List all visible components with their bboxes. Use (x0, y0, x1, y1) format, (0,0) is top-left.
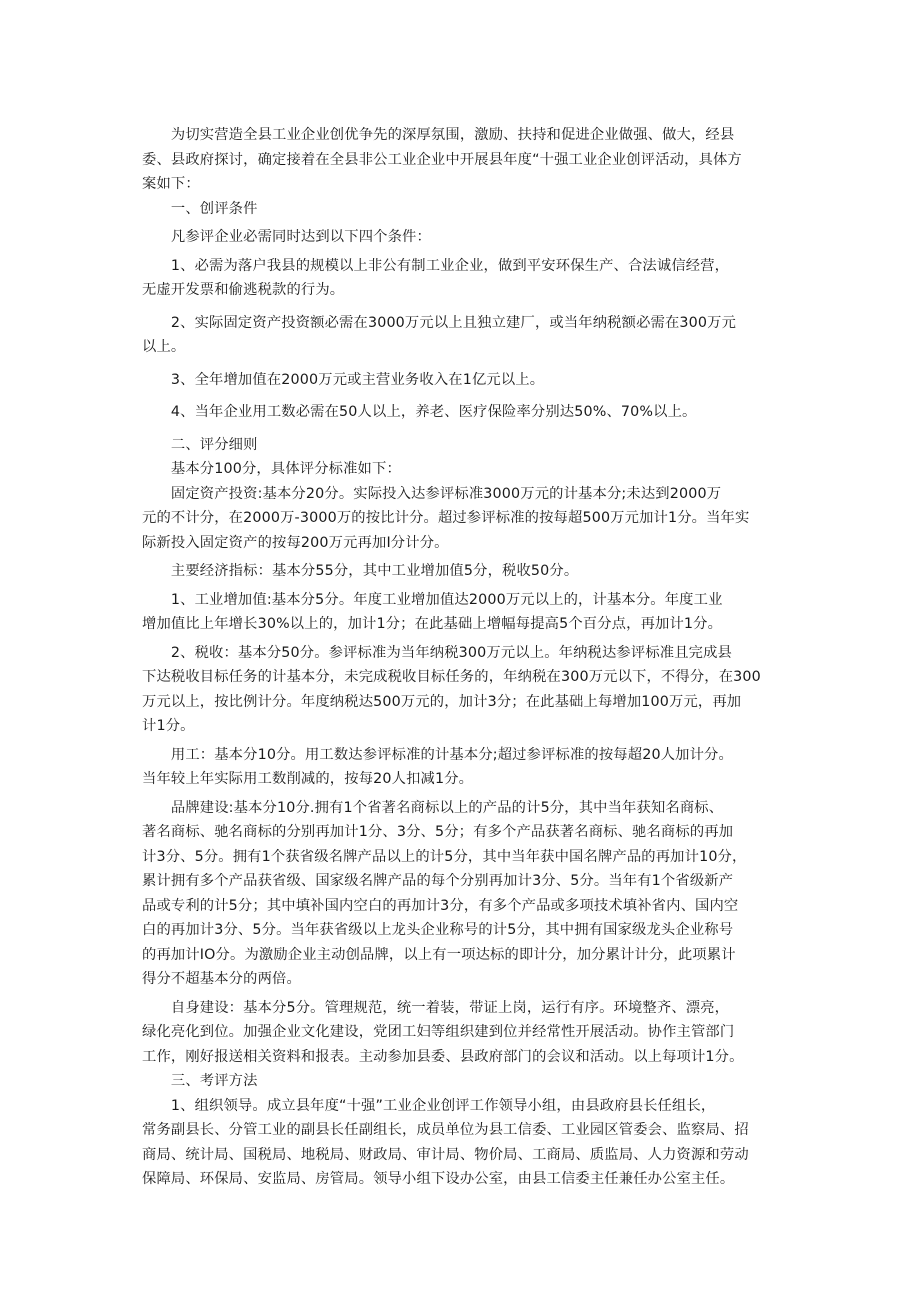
paragraph-conditions-lead (142, 225, 792, 250)
text-line: 著名商标、驰名商标的分别再加计1分、3分、5分；有多个产品获著名商标、驰名商标的再加 (142, 824, 734, 840)
text-line: 品牌建设:基本分10分.拥有1个省著名商标以上的产品的计5分，其中当年获知名商标、 (142, 799, 724, 816)
text-line: 2、实际固定资产投资额必需在3000万元以上且独立建厂，或当年纳税额必需在300万元 (142, 314, 737, 331)
paragraph-condition-2 (142, 311, 792, 360)
text-line: 的再加计IO分。为激励企业主动创品牌，以上有一项达标的即计分，加分累计计分，此项累计 (142, 946, 736, 963)
text-line: 凡参评企业必需同时达到以下四个条件： (142, 229, 431, 245)
paragraph-fixed-assets (142, 482, 792, 556)
text-line: 增加值比上年增长30%以上的，加计1分；在此基础上增幅每提高5个百分点，再加计1分。 (142, 616, 723, 632)
text-line: 1、组织领导。成立县年度“十强”工业企业创评工作领导小组，由县政府县长任组长， (142, 1097, 716, 1114)
document-page (142, 123, 792, 1192)
paragraph-brand (142, 796, 792, 992)
text-line: 常务副县长、分管工业的副县长任副组长，成员单位为县工信委、工业园区管委会、监察局、招 (142, 1122, 749, 1138)
text-line: 累计拥有多个产品获省级、国家级名牌产品的每个分别再加计3分、5分。当年有1个省级新产 (142, 873, 734, 889)
text-line: 基本分100分，具体评分标准如下： (142, 461, 401, 477)
text-line: 3、全年增加值在2000万元或主营业务收入在1亿元以上。 (142, 371, 545, 388)
paragraph-condition-4 (142, 400, 792, 425)
text-line: 下达税收目标任务的计基本分，未完成税收目标任务的，年纳税在300万元以下，不得分，在300 (142, 669, 761, 685)
text-line: 自身建设：基本分5分。管理规范，统一着装，带证上岗，运行有序。环境整齐、漂亮， (142, 999, 730, 1016)
section-heading-evaluation (142, 1069, 792, 1094)
paragraph-industrial-value (142, 588, 792, 637)
section-heading-conditions (142, 197, 792, 222)
text-line: 2、税收：基本分50分。参评标准为当年纳税300万元以上。年纳税达参评标准且完成县 (142, 644, 733, 661)
text-line: 工作，刚好报送相关资料和报表。主动参加县委、县政府部门的会议和活动。以上每项计1分。 (142, 1048, 744, 1065)
paragraph-condition-3 (142, 368, 792, 393)
text-line: 固定资产投资:基本分20分。实际投入达参评标准3000万元的计基本分;未达到2000万 (142, 485, 722, 502)
text-line: 白的再加计3分、5分。当年获省级以上龙头企业称号的计5分，其中拥有国家级龙头企业称号 (142, 922, 734, 938)
text-line: 当年较上年实际用工数削减的，按每20人扣减1分。 (142, 771, 474, 787)
paragraph-condition-1 (142, 254, 792, 303)
text-line: 一、创评条件 (142, 200, 258, 217)
text-line: 委、县政府探讨，确定接着在全县非公工业企业中开展县年度“十强工业企业创评活动，具体方 (142, 151, 742, 168)
text-line: 商局、统计局、国税局、地税局、财政局、审计局、物价局、工商局、质监局、人力资源和劳动 (142, 1146, 749, 1163)
text-line: 无虚开发票和偷逃税款的行为。 (142, 282, 345, 298)
paragraph-base-score (142, 457, 792, 482)
text-line: 4、当年企业用工数必需在50人以上，养老、医疗保险率分别达50%、70%以上。 (142, 404, 697, 420)
paragraph-economic-indicators (142, 559, 792, 584)
text-line: 绿化亮化到位。加强企业文化建设，党团工妇等组织建到位并经常性开展活动。协作主管部门 (142, 1024, 735, 1040)
text-line: 元的不计分，在2000万-3000万的按比计分。超过参评标准的按每超500万元加计1分。当年实 (142, 510, 750, 526)
text-line: 三、考评方法 (142, 1073, 258, 1089)
text-line: 万元以上，按比例计分。年度纳税达500万元的，加计3分；在此基础上每增加100万元，再加 (142, 693, 742, 710)
paragraph-tax (142, 641, 792, 739)
text-line: 计1分。 (142, 718, 195, 734)
text-line: 主要经济指标：基本分55分，其中工业增加值5分，税收50分。 (142, 563, 579, 579)
text-line: 品或专利的计5分；其中填补国内空白的再加计3分，有多个产品或多项技术填补省内、国内空 (142, 897, 739, 914)
text-line: 得分不超基本分的两倍。 (142, 971, 301, 987)
text-line: 用工：基本分10分。用工数达参评标准的计基本分;超过参评标准的按每超20人加计分。 (142, 746, 733, 763)
text-line: 1、工业增加值:基本分5分。年度工业增加值达2000万元以上的，计基本分。年度工业 (142, 591, 723, 608)
section-heading-scoring (142, 433, 792, 458)
text-line: 际新投入固定资产的按每200万元再加I分计分。 (142, 534, 449, 551)
paragraph-intro (142, 123, 792, 197)
text-line: 保障局、环保局、安监局、房管局。领导小组下设办公室，由县工信委主任兼任办公室主任。 (142, 1171, 735, 1187)
paragraph-organization (142, 1094, 792, 1192)
text-line: 计3分、5分。拥有1个获省级名牌产品以上的计5分，其中当年获中国名牌产品的再加计10分， (142, 848, 747, 865)
paragraph-self-building (142, 996, 792, 1070)
text-line: 1、必需为落户我县的规模以上非公有制工业企业，做到平安环保生产、合法诚信经营， (142, 257, 730, 274)
text-line: 案如下： (142, 176, 200, 192)
text-line: 二、评分细则 (142, 436, 258, 453)
text-line: 为切实营造全县工业企业创优争先的深厚氛围，激励、扶持和促进企业做强、做大，经县 (142, 127, 735, 143)
text-line: 以上。 (142, 339, 186, 355)
paragraph-employment (142, 743, 792, 792)
